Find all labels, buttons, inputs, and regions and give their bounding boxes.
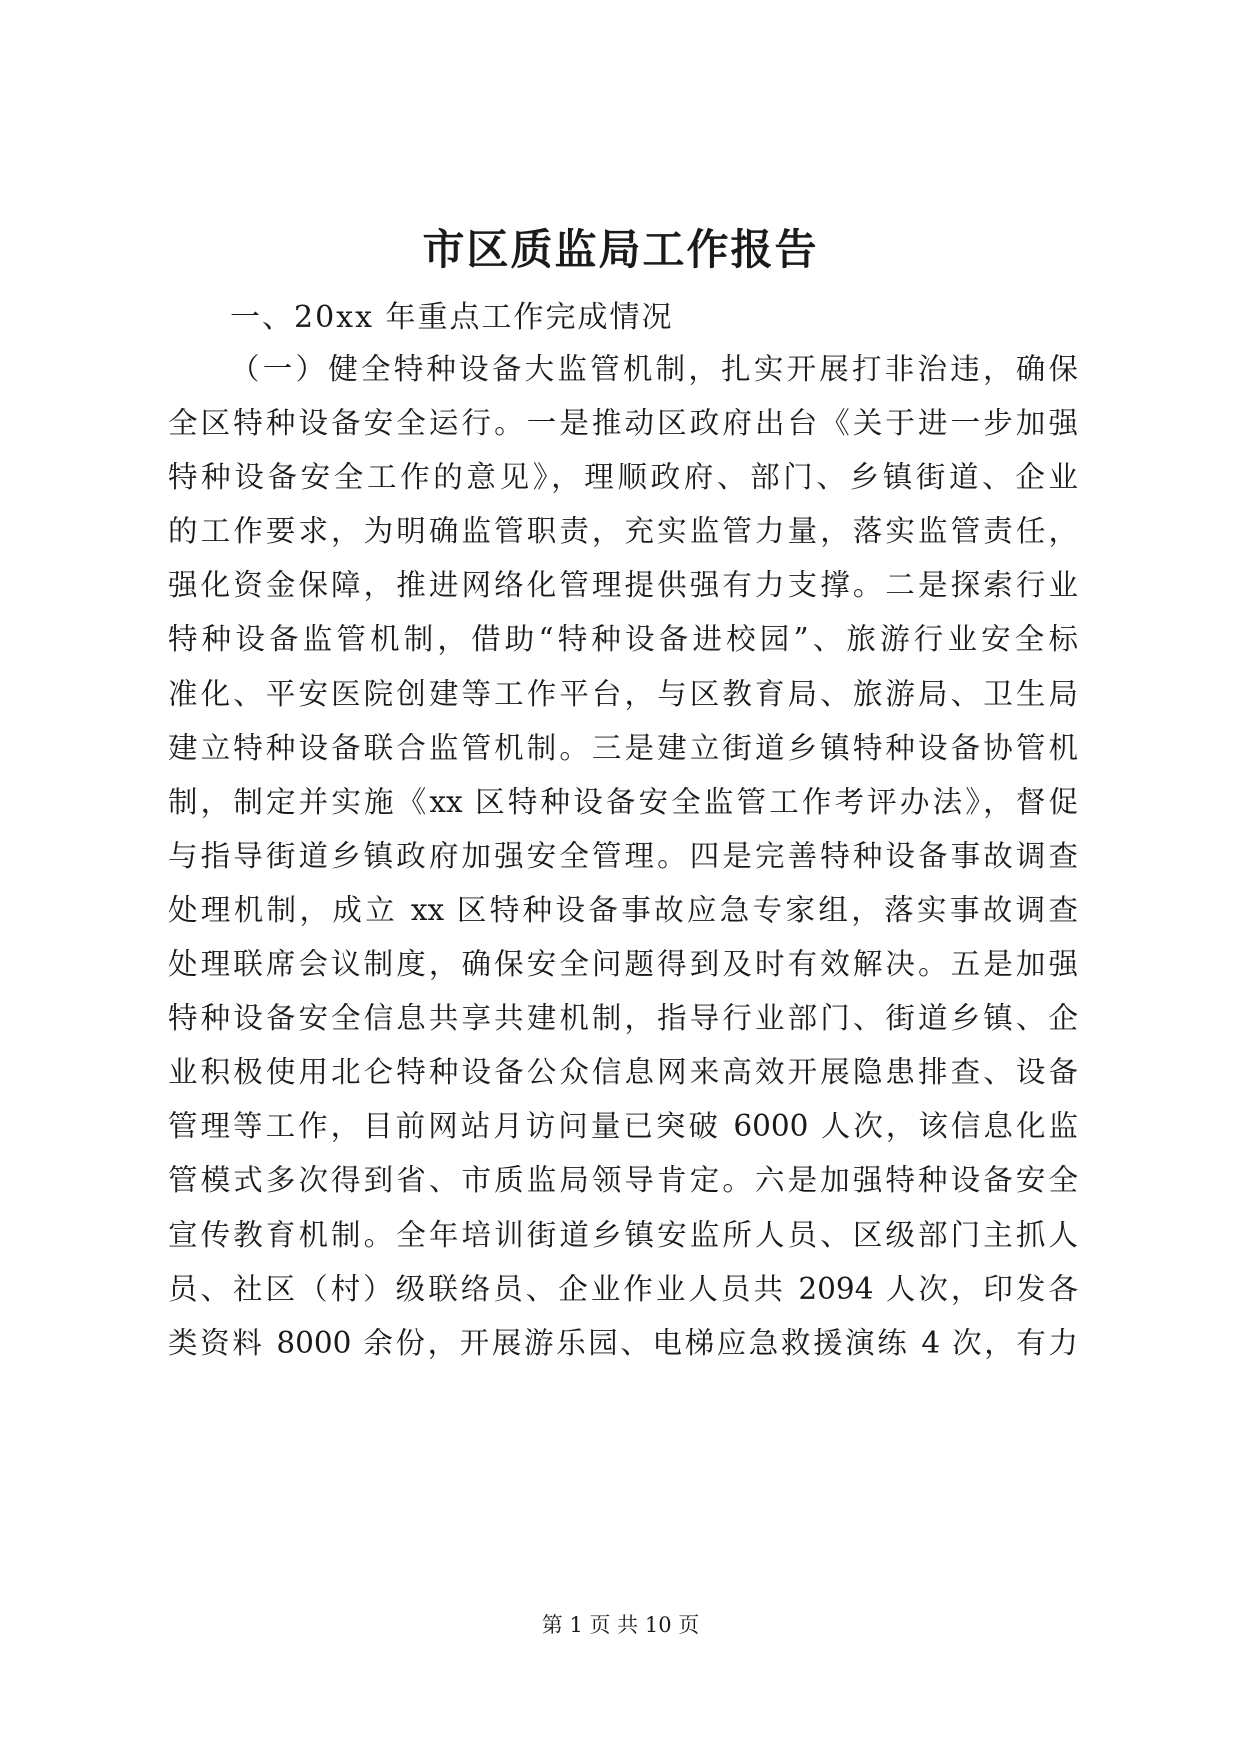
body-line: 制，制定并实施《xx 区特种设备安全监管工作考评办法》，督促 xyxy=(168,785,1078,819)
body-line: 管理等工作，目前网站月访问量已突破 6000 人次，该信息化监 xyxy=(168,1109,1078,1143)
body-line: 特种设备安全信息共享共建机制，指导行业部门、街道乡镇、企 xyxy=(168,1001,1078,1035)
body-line: （一）健全特种设备大监管机制，扎实开展打非治违，确保 xyxy=(230,352,1078,386)
document-title: 市区质监局工作报告 xyxy=(422,225,819,274)
body-line: 建立特种设备联合监管机制。三是建立街道乡镇特种设备协管机 xyxy=(168,731,1078,765)
body-line: 员、社区（村）级联络员、企业作业人员共 2094 人次，印发各 xyxy=(168,1272,1078,1306)
section-heading: 一、20xx 年重点工作完成情况 xyxy=(230,300,674,335)
body-line: 业积极使用北仑特种设备公众信息网来高效开展隐患排查、设备 xyxy=(168,1055,1078,1089)
body-line: 准化、平安医院创建等工作平台，与区教育局、旅游局、卫生局 xyxy=(168,677,1078,711)
body-line: 与指导街道乡镇政府加强安全管理。四是完善特种设备事故调查 xyxy=(168,839,1078,873)
body-line: 的工作要求，为明确监管职责，充实监管力量，落实监管责任， xyxy=(168,514,1078,548)
body-line: 特种设备安全工作的意见》，理顺政府、部门、乡镇街道、企业 xyxy=(168,460,1078,494)
body-line: 类资料 8000 余份，开展游乐园、电梯应急救援演练 4 次，有力 xyxy=(168,1326,1078,1360)
page-footer: 第 1 页 共 10 页 xyxy=(541,1613,700,1637)
body-line: 特种设备监管机制，借助“特种设备进校园”、旅游行业安全标 xyxy=(168,622,1078,656)
body-line: 处理机制，成立 xx 区特种设备事故应急专家组，落实事故调查 xyxy=(168,893,1078,927)
body-line: 全区特种设备安全运行。一是推动区政府出台《关于进一步加强 xyxy=(168,406,1078,440)
body-line: 宣传教育机制。全年培训街道乡镇安监所人员、区级部门主抓人 xyxy=(168,1218,1078,1252)
body-line: 处理联席会议制度，确保安全问题得到及时有效解决。五是加强 xyxy=(168,947,1078,981)
body-line: 强化资金保障，推进网络化管理提供强有力支撑。二是探索行业 xyxy=(168,568,1078,602)
body-line: 管模式多次得到省、市质监局领导肯定。六是加强特种设备安全 xyxy=(168,1163,1078,1197)
